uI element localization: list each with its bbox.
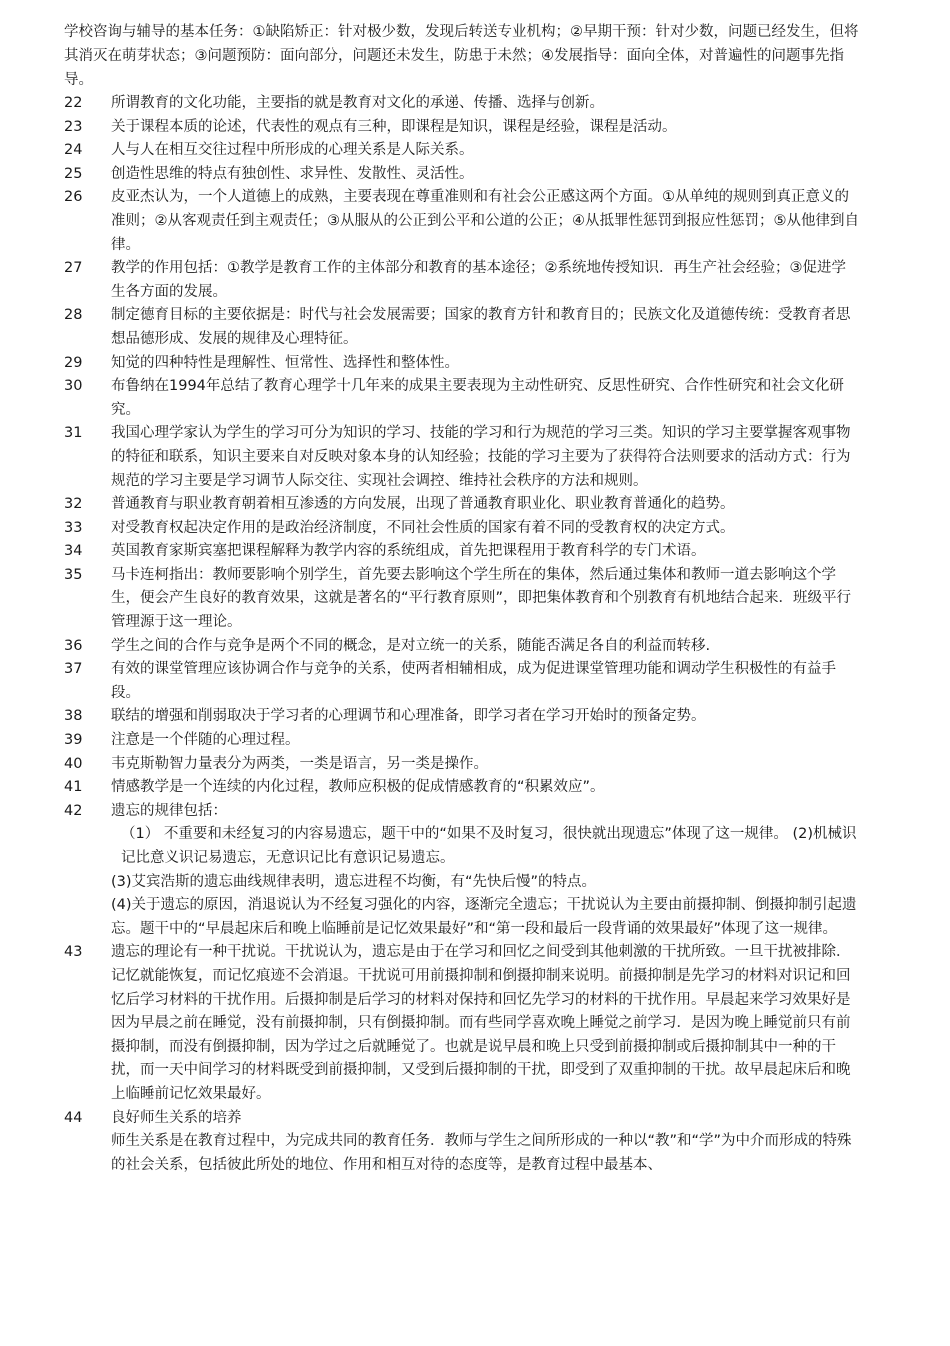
item-text — [111, 375, 860, 422]
item-paragraph: 遗忘的规律包括： — [111, 802, 227, 819]
list-item — [64, 139, 860, 163]
item-text — [111, 422, 860, 493]
item-paragraph: 师生关系是在教育过程中，为完成共同的教育任务．教师与学生之间所形成的一种以“教”和“学”为中介而形成的特殊的社会关系，包括彼此所处的地位、作用和相互对待的态度等，是教育过程中最基本、 — [111, 1133, 852, 1173]
list-item — [64, 658, 860, 705]
list-item — [64, 776, 860, 800]
item-number: 27 — [64, 260, 83, 277]
item-paragraph: 对受教育权起决定作用的是政治经济制度，不同社会性质的国家有着不同的受教育权的决定方式。 — [111, 519, 735, 536]
item-number: 42 — [64, 802, 83, 819]
item-paragraph: 注意是一个伴随的心理过程。 — [111, 732, 300, 749]
item-number: 23 — [64, 118, 83, 135]
item-text — [111, 186, 860, 257]
item-paragraph: 教学的作用包括：①教学是教育工作的主体部分和教育的基本途径；②系统地传授知识．再生产社会经验；③促进学生各方面的发展。 — [111, 260, 846, 300]
item-number: 35 — [64, 566, 83, 583]
item-paragraph: 遗忘的理论有一种干扰说。干扰说认为，遗忘是由于在学习和回忆之间受到其他刺激的干扰所致。一旦干扰被排除．记忆就能恢复，而记忆痕迹不会消退。干扰说可用前摄抑制和倒摄抑制来说明。前摄抑制是先学习的材料对识记和回忆后学习材料的干扰作用。后摄抑制是后学习的材料对保持和回忆先学习的材料的干扰作用。早晨起来学习效果好是因为早晨之前在睡觉，没有前摄抑制，只有倒摄抑制。而有些同学喜欢晚上睡觉之前学习．是因为晚上睡觉前只有前摄抑制，而没有倒摄抑制，因为学过之后就睡觉了。也就是说早晨和晚上只受到前摄抑制或后摄抑制其中一种的干扰，而一天中间学习的材料既受到前摄抑制，又受到后摄抑制的干扰，即受到了双重抑制的干扰。故早晨起床后和晚上临睡前记忆效果最好。 — [111, 944, 851, 1102]
list-item — [64, 729, 860, 753]
item-paragraph: 创造性思维的特点有独创性、求异性、发散性、灵活性。 — [111, 165, 474, 182]
item-number: 44 — [64, 1109, 83, 1126]
item-paragraph: 制定德育目标的主要依据是：时代与社会发展需要；国家的教育方针和教育目的；民族文化及道德传统：受教育者思想品德形成、发展的规律及心理特征。 — [111, 307, 851, 347]
item-text — [111, 658, 860, 705]
item-paragraph: 良好师生关系的培养 — [111, 1109, 242, 1126]
list-item — [64, 705, 860, 729]
list-item — [64, 186, 860, 257]
item-paragraph: 有效的课堂管理应该协调合作与竞争的关系，使两者相辅相成，成为促进课堂管理功能和调动学生积极性的有益手段。 — [111, 661, 836, 701]
item-number: 30 — [64, 378, 83, 395]
item-number: 41 — [64, 779, 83, 796]
item-paragraph: 人与人在相互交往过程中所形成的心理关系是人际关系。 — [111, 142, 474, 159]
item-number: 32 — [64, 496, 83, 513]
item-number: 39 — [64, 732, 83, 749]
item-text — [111, 564, 860, 635]
item-text — [111, 352, 860, 376]
item-paragraph: 我国心理学家认为学生的学习可分为知识的学习、技能的学习和行为规范的学习三类。知识的学习主要掌握客观事物的特征和联系，知识主要来自对反映对象本身的认知经验；技能的学习主要为了获得符合法则要求的活动方式：行为规范的学习主要是学习调节人际交往、实现社会调控、维持社会秩序的方法和规则。 — [111, 425, 851, 489]
item-paragraph: 普通教育与职业教育朝着相互渗透的方向发展，出现了普通教育职业化、职业教育普通化的趋势。 — [111, 496, 735, 513]
item-number: 26 — [64, 189, 83, 206]
numbered-list — [64, 92, 860, 1177]
item-number: 33 — [64, 519, 83, 536]
item-paragraph: 英国教育家斯宾塞把课程解释为教学内容的系统组成，首先把课程用于教育科学的专门术语。 — [111, 543, 706, 560]
item-paragraph: 联结的增强和削弱取决于学习者的心理调节和心理准备，即学习者在学习开始时的预备定势。 — [111, 708, 706, 725]
item-paragraph: 情感教学是一个连续的内化过程，教师应积极的促成情感教育的“积累效应”。 — [111, 779, 605, 796]
list-item — [64, 941, 860, 1106]
item-text — [111, 540, 860, 564]
item-number: 36 — [64, 637, 83, 654]
item-text — [111, 776, 860, 800]
item-number: 22 — [64, 95, 83, 111]
list-item — [64, 422, 860, 493]
list-item — [64, 116, 860, 140]
item-number: 24 — [64, 142, 83, 159]
list-item — [64, 517, 860, 541]
item-text — [111, 163, 860, 187]
item-text — [111, 800, 860, 942]
item-text — [111, 1107, 860, 1178]
list-item — [64, 92, 860, 116]
item-paragraph: 知觉的四种特性是理解性、恒常性、选择性和整体性。 — [111, 354, 459, 371]
item-paragraph: 韦克斯勒智力量表分为两类，一类是语言，另一类是操作。 — [111, 755, 488, 772]
item-text — [111, 304, 860, 351]
item-paragraph: 马卡连柯指出：教师要影响个别学生，首先要去影响这个学生所在的集体，然后通过集体和教师一道去影响这个学生，便会产生良好的教育效果，这就是著名的“平行教育原则”，即把集体教育和个别教育有机地结合起来．班级平行管理源于这一理论。 — [111, 566, 852, 631]
item-text — [111, 941, 860, 1106]
item-number: 37 — [64, 661, 83, 678]
item-number: 43 — [64, 944, 83, 961]
item-paragraph: 关于课程本质的论述，代表性的观点有三种，即课程是知识，课程是经验，课程是活动。 — [111, 118, 677, 135]
list-item — [64, 304, 860, 351]
list-item — [64, 493, 860, 517]
item-paragraph: 皮亚杰认为，一个人道德上的成熟，主要表现在尊重准则和有社会公正感这两个方面。①从单纯的规则到真正意义的准则；②从客观责任到主观责任；③从服从的公正到公平和公道的公正；④从抵罪性惩罚到报应性惩罚；⑤从他律到自律。 — [111, 189, 859, 253]
list-item — [64, 540, 860, 564]
list-item — [64, 257, 860, 304]
item-paragraph: 学生之间的合作与竞争是两个不同的概念，是对立统一的关系，随能否满足各自的利益而转移. — [111, 637, 711, 654]
item-number: 25 — [64, 165, 83, 182]
item-text — [111, 753, 860, 777]
list-item — [64, 163, 860, 187]
item-number: 31 — [64, 425, 83, 442]
item-paragraph: 布鲁纳在1994年总结了教育心理学十几年来的成果主要表现为主动性研究、反思性研究、合作性研究和社会文化研究。 — [111, 378, 844, 418]
list-item — [64, 1107, 860, 1178]
item-paragraph: 所谓教育的文化功能，主要指的就是教育对文化的承递、传播、选择与创新。 — [111, 95, 604, 111]
list-item — [64, 375, 860, 422]
item-number: 40 — [64, 755, 83, 772]
list-item — [64, 635, 860, 659]
list-item — [64, 352, 860, 376]
item-paragraph: (4)关于遗忘的原因，消退说认为不经复习强化的内容，逐渐完全遗忘；干扰说认为主要由前摄抑制、倒摄抑制引起遗忘。题干中的“早晨起床后和晚上临睡前是记忆效果最好”和“第一段和最后一段背诵的效果最好”体现了这一规律。 — [111, 897, 857, 937]
item-paragraph: (3)艾宾浩斯的遗忘曲线规律表明，遗忘进程不均衡，有“先快后慢”的特点。 — [111, 873, 597, 890]
list-item — [64, 800, 860, 942]
item-number: 29 — [64, 354, 83, 371]
item-text — [111, 705, 860, 729]
item-paragraph: （1） 不重要和未经复习的内容易遗忘，题干中的“如果不及时复习，很快就出现遗忘”体现了这一规律。 (2)机械识记比意义识记易遗忘，无意识记比有意识记易遗忘。 — [121, 826, 857, 866]
intro-paragraph: 学校咨询与辅导的基本任务：①缺陷矫正：针对极少数，发现后转送专业机构；②早期干预：针对少数，问题已经发生，但将其消灭在萌芽状态；③问题预防：面向部分，问题还未发生，防患于未然；④发展指导：面向全体，对普遍性的问题事先指导。 — [64, 24, 859, 88]
item-text — [111, 493, 860, 517]
item-text — [111, 116, 860, 140]
item-text — [111, 139, 860, 163]
item-number: 34 — [64, 543, 83, 560]
list-item — [64, 753, 860, 777]
item-text — [111, 635, 860, 659]
item-text — [111, 257, 860, 304]
item-number: 28 — [64, 307, 83, 324]
item-text — [111, 729, 860, 753]
list-item — [64, 564, 860, 635]
item-number: 38 — [64, 708, 83, 725]
item-text — [111, 517, 860, 541]
item-text — [111, 92, 860, 116]
